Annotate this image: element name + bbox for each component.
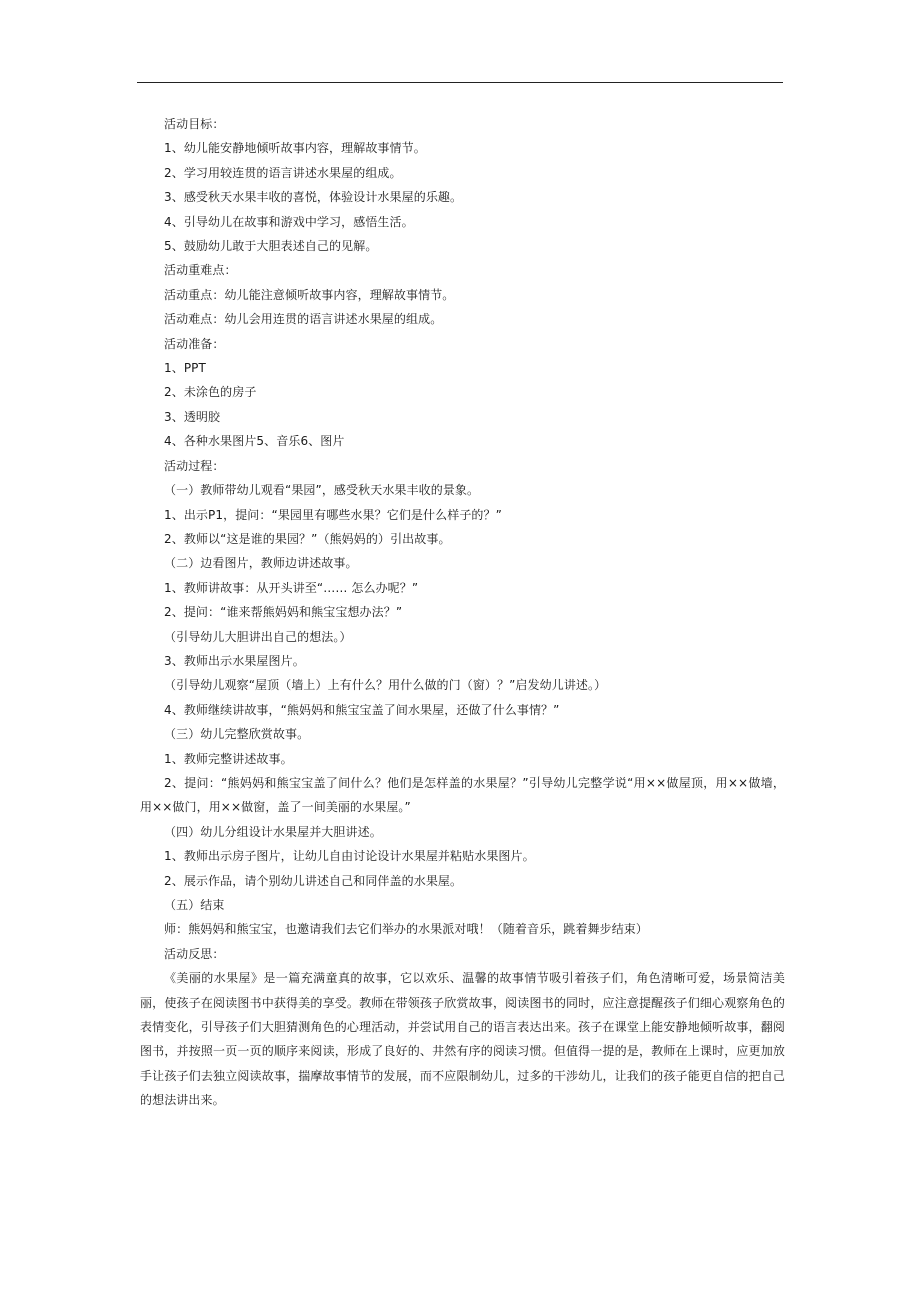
text-line: 活动重点：幼儿能注意倾听故事内容，理解故事情节。	[164, 287, 455, 302]
text-line: 2、学习用较连贯的语言讲述水果屋的组成。	[164, 165, 402, 180]
text-line: （引导幼儿大胆讲出自己的想法。）	[164, 629, 352, 644]
text-line: 活动难点：幼儿会用连贯的语言讲述水果屋的组成。	[164, 312, 443, 327]
paragraph-question: 2、提问：“熊妈妈和熊宝宝盖了间什么？他们是怎样盖的水果屋？”引导幼儿完整学说“用××做屋顶，用××做墙，用××做门，用××做窗，盖了一间美丽的水果屋。”	[140, 775, 785, 815]
text-line: 3、感受秋天水果丰收的喜悦，体验设计水果屋的乐趣。	[164, 190, 463, 205]
text-line: 活动准备：	[164, 336, 225, 351]
text-line: （四）幼儿分组设计水果屋并大胆讲述。	[164, 824, 382, 839]
text-line: 活动过程：	[164, 458, 225, 473]
text-line: 1、出示P1，提问：“果园里有哪些水果？它们是什么样子的？”	[164, 507, 502, 522]
text-line: （三）幼儿完整欣赏故事。	[164, 727, 310, 742]
text-line: 活动重难点：	[164, 263, 237, 278]
text-line: 4、教师继续讲故事，“熊妈妈和熊宝宝盖了间水果屋，还做了什么事情？”	[164, 702, 560, 717]
text-line: 师：熊妈妈和熊宝宝，也邀请我们去它们举办的水果派对哦！（随着音乐，跳着舞步结束）	[164, 922, 649, 937]
text-line: 4、各种水果图片5、音乐6、图片	[164, 434, 345, 449]
text-line: （引导幼儿观察“屋顶（墙上）上有什么？用什么做的门（窗）？”启发幼儿讲述。）	[164, 678, 607, 693]
text-line: 3、透明胶	[164, 409, 221, 424]
text-line: （二）边看图片，教师边讲述故事。	[164, 556, 358, 571]
text-line: 2、提问：“谁来帮熊妈妈和熊宝宝想办法？”	[164, 605, 403, 620]
text-line: 3、教师出示水果屋图片。	[164, 653, 305, 668]
text-line: 2、教师以“这是谁的果园？”（熊妈妈的）引出故事。	[164, 531, 451, 546]
text-line: 1、幼儿能安静地倾听故事内容，理解故事情节。	[164, 141, 426, 156]
text-line: 1、教师出示房子图片，让幼儿自由讨论设计水果屋并粘贴水果图片。	[164, 849, 535, 864]
document-body	[140, 112, 785, 1113]
text-line: 活动目标：	[164, 117, 225, 131]
text-line: 活动反思：	[164, 946, 225, 961]
header-rule	[137, 82, 783, 83]
text-line: 2、未涂色的房子	[164, 385, 257, 400]
text-line: 5、鼓励幼儿敢于大胆表述自己的见解。	[164, 239, 378, 254]
text-line: 1、PPT	[164, 361, 206, 376]
text-line: 4、引导幼儿在故事和游戏中学习，感悟生活。	[164, 214, 414, 229]
text-line: （五）结束	[164, 898, 225, 912]
text-line: 1、教师讲故事：从开头讲至“…… 怎么办呢？”	[164, 580, 419, 595]
text-line: （一）教师带幼儿观看“果园”，感受秋天水果丰收的景象。	[164, 483, 480, 498]
text-line: 1、教师完整讲述故事。	[164, 751, 293, 766]
paragraph-reflection: 《美丽的水果屋》是一篇充满童真的故事，它以欢乐、温馨的故事情节吸引着孩子们，角色清晰可爱，场景简洁美丽，使孩子在阅读图书中获得美的享受。教师在带领孩子欣赏故事，阅读图书的同时，应注意提醒孩子们细心观察角色的表情变化，引导孩子们大胆猜测角色的心理活动，并尝试用自己的语言表达出来。孩子在课堂上能安静地倾听故事，翻阅图书，并按照一页一页的顺序来阅读，形成了良好的、井然有序的阅读习惯。但值得一提的是，教师在上课时，应更加放手让孩子们去独立阅读故事，揣摩故事情节的发展，而不应限制幼儿，过多的干涉幼儿，让我们的孩子能更自信的把自己的想法讲出来。	[140, 971, 785, 1108]
text-line: 2、展示作品，请个别幼儿讲述自己和同伴盖的水果屋。	[164, 873, 463, 888]
